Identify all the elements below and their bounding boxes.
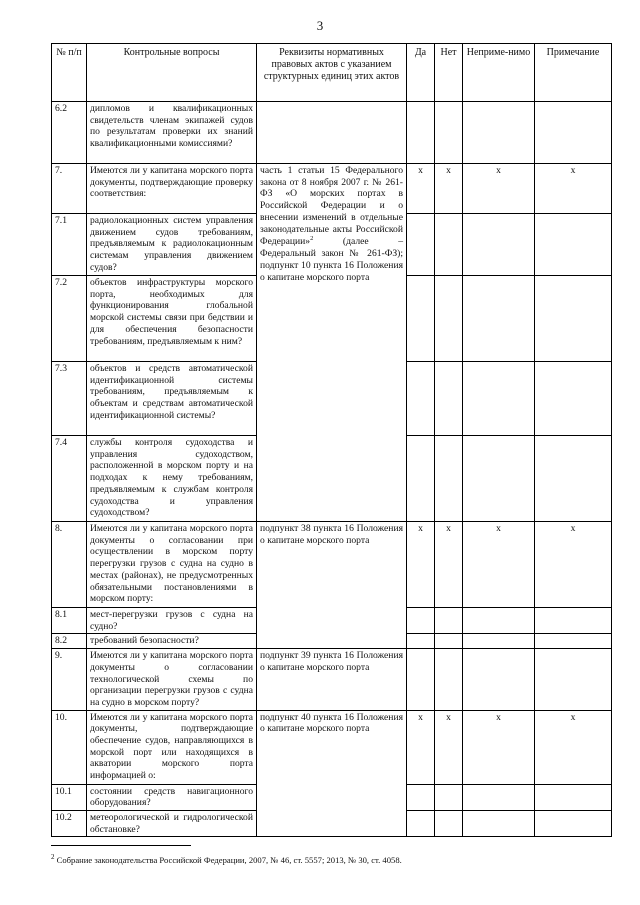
row-num: 8. <box>52 522 87 608</box>
row-na: x <box>463 164 535 214</box>
row-na <box>463 811 535 837</box>
row-na <box>463 784 535 810</box>
row-yes <box>407 811 435 837</box>
table-header-row <box>52 44 612 102</box>
row-no <box>435 811 463 837</box>
row-na <box>463 608 535 634</box>
row-question: требований безопасности? <box>87 634 257 649</box>
row-yes <box>407 436 435 522</box>
row-note <box>535 634 612 649</box>
row-question: состоянии средств навигационного оборудования? <box>87 784 257 810</box>
row-yes <box>407 784 435 810</box>
row-note <box>535 362 612 436</box>
row-num: 7. <box>52 164 87 214</box>
row-note <box>535 649 612 711</box>
row-question: службы контроля судоходства и управления судоходством, расположенной в морском порту и на подходах к нему требованиям, предъявляемым к службам контроля судоходства и управления судоходством? <box>87 436 257 522</box>
footnote <box>51 853 611 865</box>
row-num: 8.1 <box>52 608 87 634</box>
row-yes <box>407 102 435 164</box>
requisites-text: часть 1 статьи 15 Федерального закона от 8 ноября 2007 г. № 261-ФЗ «О морских портах в Российской Федерации и о внесении изменений в отдельные законодательные акты Российской Федерации» <box>260 165 403 248</box>
row-no: x <box>435 164 463 214</box>
row-na <box>463 362 535 436</box>
row-no <box>435 362 463 436</box>
row-num: 7.1 <box>52 214 87 276</box>
row-requisites-7 <box>257 164 407 522</box>
row-na: x <box>463 522 535 608</box>
row-note <box>535 102 612 164</box>
header-requisites: Реквизиты нормативных правовых актов с указанием структурных единиц этих актов <box>257 44 407 102</box>
checklist-table <box>51 43 612 837</box>
row-yes: x <box>407 164 435 214</box>
table-row <box>52 649 612 711</box>
row-question: радиолокационных систем управления движением судов требованиям, предъявляемым к радиолокационным системам управления движением судов? <box>87 214 257 276</box>
row-yes <box>407 649 435 711</box>
page-number: 3 <box>316 18 324 33</box>
row-no <box>435 634 463 649</box>
table-row <box>52 164 612 214</box>
row-no <box>435 784 463 810</box>
row-num: 10. <box>52 710 87 784</box>
table-row <box>52 710 612 784</box>
header-question: Контрольные вопросы <box>87 44 257 102</box>
table-row <box>52 102 612 164</box>
row-note: x <box>535 164 612 214</box>
row-no: x <box>435 522 463 608</box>
row-no <box>435 214 463 276</box>
footnote-ref: 2 <box>310 235 314 243</box>
row-question: объектов инфраструктуры морского порта, необходимых для функционирования глобальной морской системы связи при бедствии и для обеспечения безопасности требованиям, предъявляемым к ним? <box>87 276 257 362</box>
footnote-divider <box>51 845 191 846</box>
row-question: дипломов и квалификационных свидетельств членам экипажей судов по результатам проверки их знаний квалификационными комиссиями? <box>87 102 257 164</box>
row-requisites-8: подпункт 38 пункта 16 Положения о капитане морского порта <box>257 522 407 649</box>
table-row <box>52 522 612 608</box>
row-yes <box>407 608 435 634</box>
row-no <box>435 608 463 634</box>
row-note <box>535 784 612 810</box>
header-note: Примечание <box>535 44 612 102</box>
row-question: мест-перегрузки грузов с судна на судно? <box>87 608 257 634</box>
row-note <box>535 436 612 522</box>
row-question: Имеются ли у капитана морского порта документы, подтверждающие обеспечение судов, направляющихся в морской порт или находящихся в акватории морского порта информацией о: <box>87 710 257 784</box>
row-na <box>463 102 535 164</box>
header-yes: Да <box>407 44 435 102</box>
row-na <box>463 214 535 276</box>
row-no <box>435 649 463 711</box>
row-note: x <box>535 710 612 784</box>
footnote-mark: 2 <box>51 853 55 861</box>
row-requisites-9: подпункт 39 пункта 16 Положения о капитане морского порта <box>257 649 407 711</box>
row-note <box>535 811 612 837</box>
row-num: 6.2 <box>52 102 87 164</box>
row-no <box>435 276 463 362</box>
row-note <box>535 608 612 634</box>
row-question: Имеются ли у капитана морского порта документы, подтверждающие проверку соответствия: <box>87 164 257 214</box>
row-question: Имеются ли у капитана морского порта документы о согласовании технологической схемы по организации перегрузки грузов с судна на судно в морском порту? <box>87 649 257 711</box>
row-na: x <box>463 710 535 784</box>
row-yes: x <box>407 710 435 784</box>
row-no: x <box>435 710 463 784</box>
row-question: Имеются ли у капитана морского порта документы о согласовании при осуществлении в морском порту перегрузки грузов с судна на судно в местах (районах), не предусмотренных обязательными постановлениями в морском порту: <box>87 522 257 608</box>
row-num: 7.3 <box>52 362 87 436</box>
row-num: 10.1 <box>52 784 87 810</box>
row-na <box>463 276 535 362</box>
row-no <box>435 436 463 522</box>
row-requisites-10: подпункт 40 пункта 16 Положения о капитане морского порта <box>257 710 407 837</box>
header-na: Неприме-нимо <box>463 44 535 102</box>
row-na <box>463 634 535 649</box>
row-yes <box>407 276 435 362</box>
row-yes <box>407 634 435 649</box>
row-yes <box>407 214 435 276</box>
row-question: объектов и средств автоматической идентификационной системы требованиям, предъявляемым к объектам и средствам автоматической идентификационной системы? <box>87 362 257 436</box>
row-question: метеорологической и гидрологической обстановке? <box>87 811 257 837</box>
row-num: 10.2 <box>52 811 87 837</box>
row-num: 9. <box>52 649 87 711</box>
requisites-text-tail: (далее – Федеральный закон № 261-ФЗ); подпункт 10 пункта 16 Положения о капитане морского порта <box>260 236 403 283</box>
header-num: № п/п <box>52 44 87 102</box>
header-no: Нет <box>435 44 463 102</box>
row-note <box>535 276 612 362</box>
row-num: 7.2 <box>52 276 87 362</box>
row-no <box>435 102 463 164</box>
row-requisites <box>257 102 407 164</box>
row-na <box>463 649 535 711</box>
row-note: x <box>535 522 612 608</box>
row-yes <box>407 362 435 436</box>
row-num: 7.4 <box>52 436 87 522</box>
footnote-text: Собрание законодательства Российской Федерации, 2007, № 46, ст. 5557; 2013, № 30, ст. 4058. <box>54 854 402 865</box>
row-yes: x <box>407 522 435 608</box>
row-na <box>463 436 535 522</box>
row-num: 8.2 <box>52 634 87 649</box>
row-note <box>535 214 612 276</box>
